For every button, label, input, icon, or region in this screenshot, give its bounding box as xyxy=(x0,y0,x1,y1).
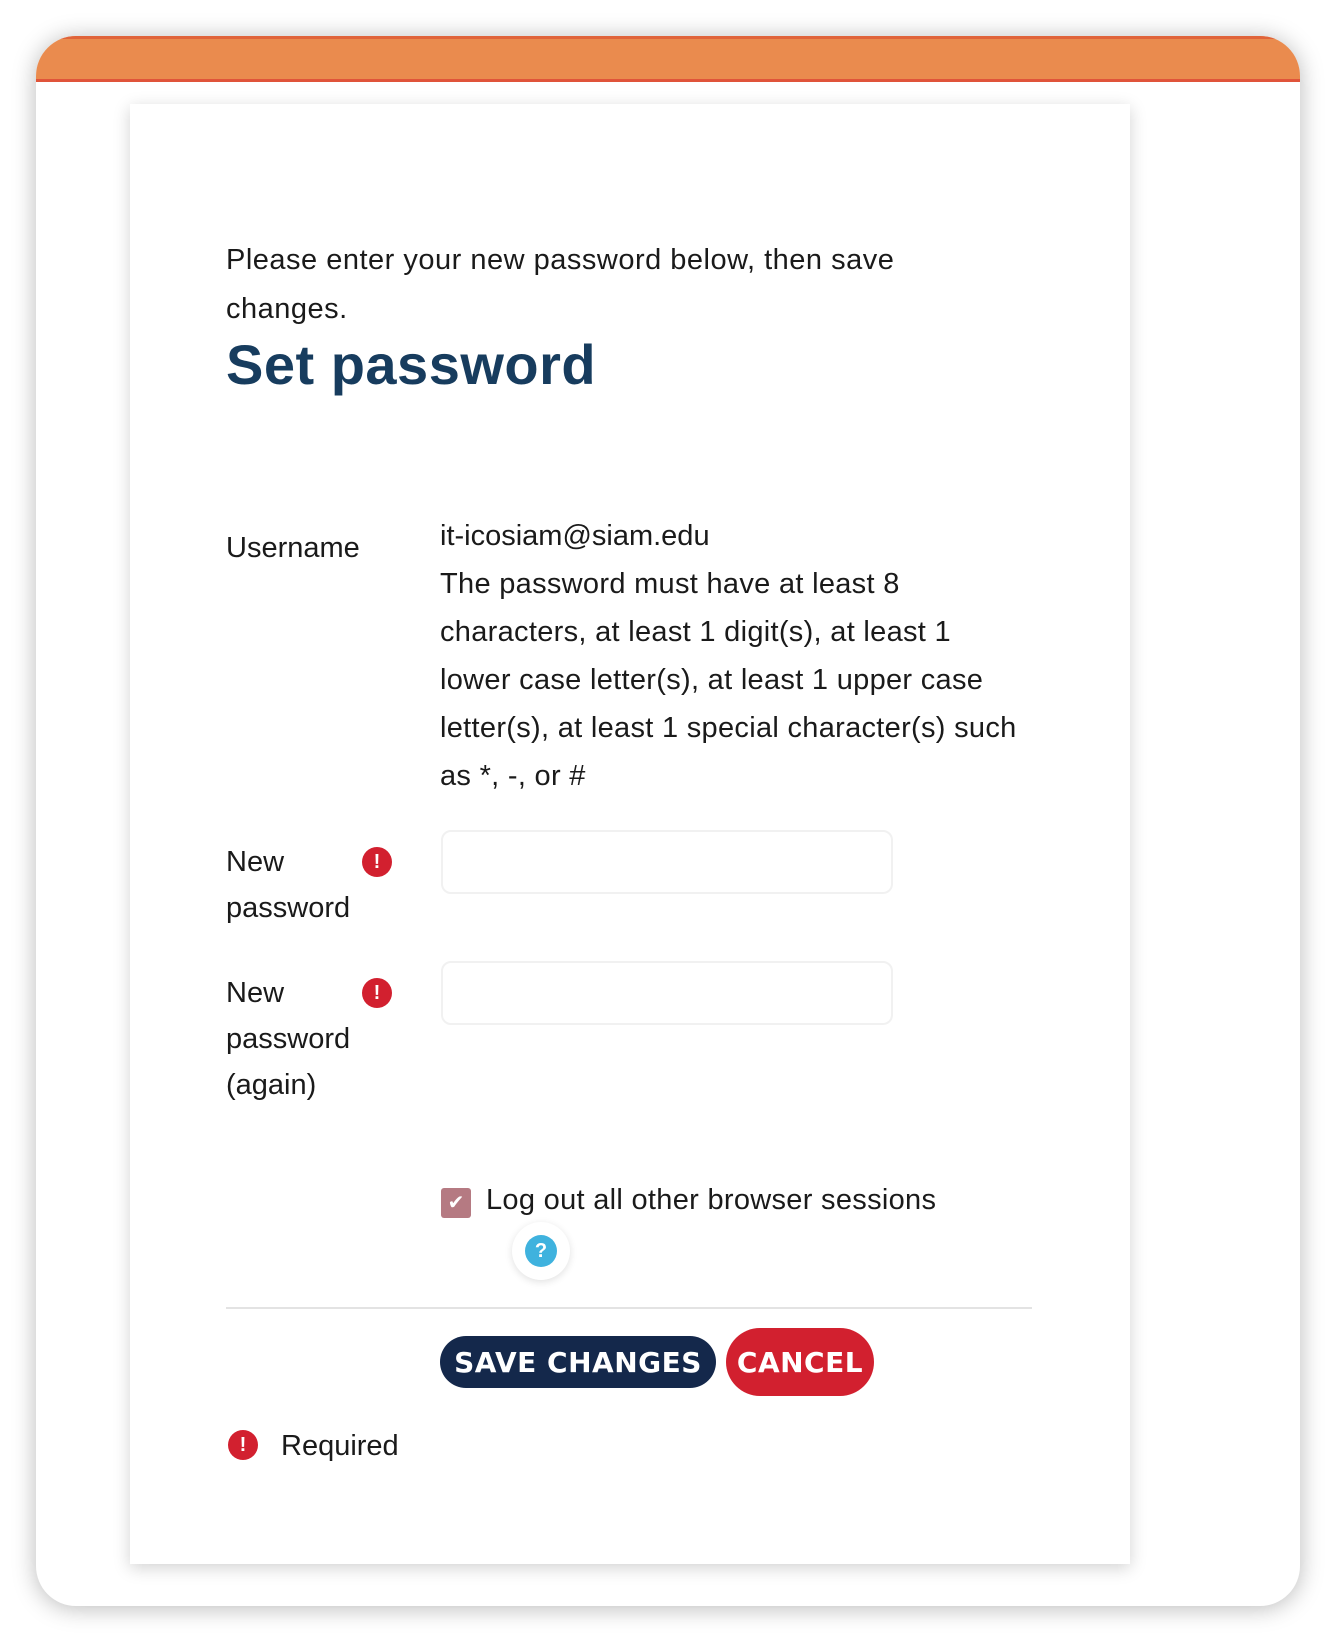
logout-sessions-label[interactable]: Log out all other browser sessions xyxy=(486,1184,937,1216)
required-icon: ! xyxy=(362,847,392,877)
new-password-label-line1: New xyxy=(226,846,285,878)
cancel-button[interactable]: CANCEL xyxy=(726,1328,874,1396)
username-value: it-icosiam@siam.edu xyxy=(440,520,710,552)
required-legend-icon: ! xyxy=(228,1430,258,1460)
new-password-label xyxy=(226,839,350,931)
checkmark-icon: ✔ xyxy=(447,1192,465,1214)
intro-text: Please enter your new password below, then save changes. xyxy=(226,244,895,325)
logout-sessions-checkbox[interactable] xyxy=(441,1188,471,1218)
password-policy-text: The password must have at least 8 characters, at least 1 digit(s), at least 1 lower case letter(s), at least 1 upper case letter(s), at least 1 special character(s) such as *, -, or # xyxy=(440,568,1017,792)
username-label: Username xyxy=(226,532,360,564)
page-title: Set password xyxy=(226,333,597,396)
set-password-card xyxy=(130,104,1130,1564)
new-password-again-input[interactable] xyxy=(441,961,893,1025)
app-window xyxy=(36,36,1300,1606)
required-legend-label: Required xyxy=(281,1430,399,1462)
question-circle-icon: ? xyxy=(525,1235,557,1267)
new-password-again-label-line3: (again) xyxy=(226,1069,317,1101)
new-password-label-line2: password xyxy=(226,892,351,924)
form-divider xyxy=(226,1307,1032,1309)
save-changes-button[interactable]: SAVE CHANGES xyxy=(440,1336,716,1388)
new-password-again-label-line1: New xyxy=(226,977,285,1009)
new-password-again-label-line2: password xyxy=(226,1023,351,1055)
required-icon: ! xyxy=(362,978,392,1008)
new-password-again-label xyxy=(226,970,350,1108)
new-password-input[interactable] xyxy=(441,830,893,894)
top-accent-bar xyxy=(36,36,1300,82)
help-button[interactable] xyxy=(512,1222,570,1280)
